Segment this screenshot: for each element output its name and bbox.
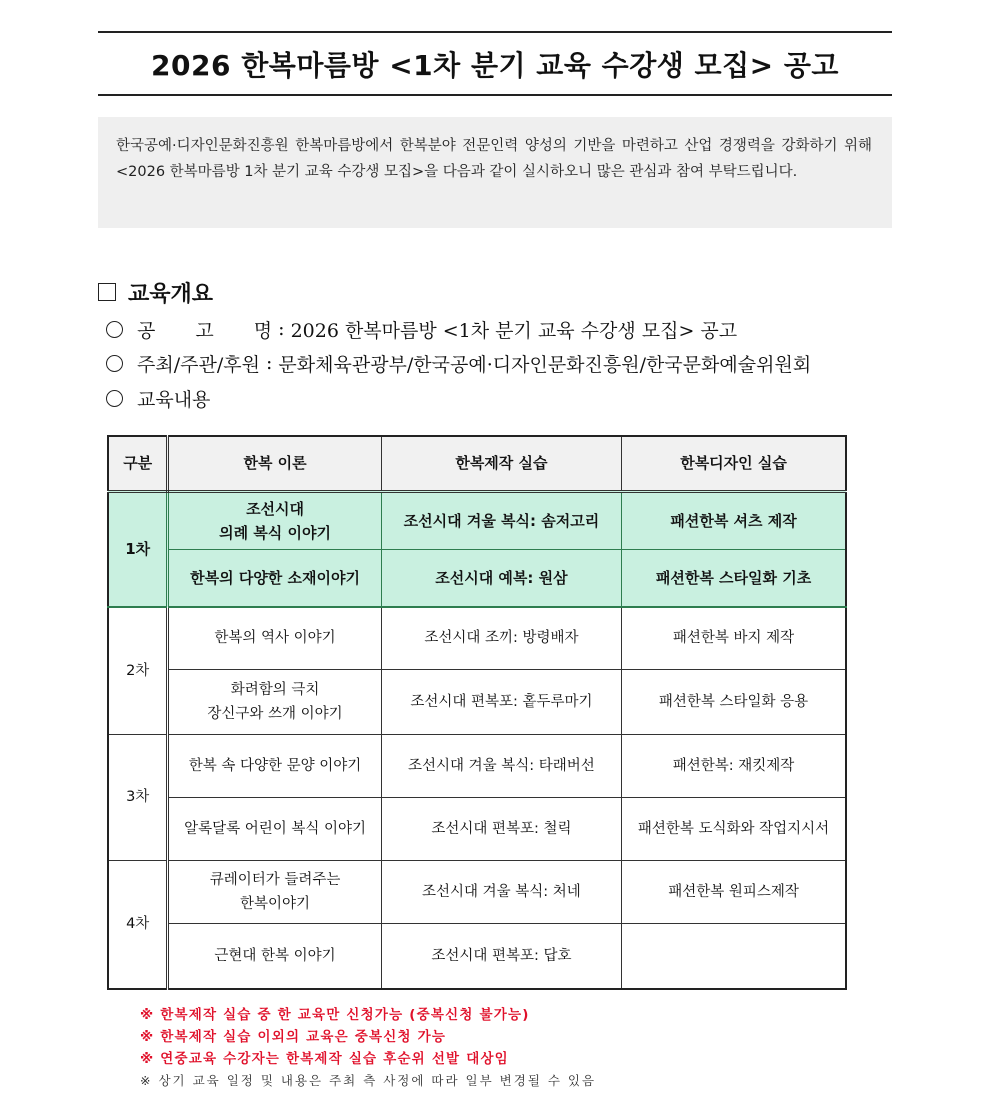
- theory-cell: 조선시대 의례 복식 이야기: [168, 491, 381, 549]
- notes: [140, 1004, 596, 1092]
- overview-value: 2026 한복마름방 <1차 분기 교육 수강생 모집> 공고: [290, 319, 738, 342]
- term-cell: 2차: [108, 607, 168, 734]
- table-row: [108, 860, 846, 923]
- making-cell: 조선시대 편복포: 홑두루마기: [381, 669, 621, 734]
- note-red: ※ 연중교육 수강자는 한복제작 실습 후순위 선발 대상임: [140, 1051, 509, 1067]
- overview-label: 교육내용: [137, 388, 211, 411]
- table-row: [108, 607, 846, 669]
- theory-cell: 알록달록 어린이 복식 이야기: [168, 797, 381, 860]
- theory-cell: 한복의 다양한 소재이야기: [168, 549, 381, 607]
- term-cell: 3차: [108, 734, 168, 860]
- header-making: 한복제작 실습: [381, 436, 621, 491]
- making-cell: 조선시대 편복포: 철릭: [381, 797, 621, 860]
- term-cell: 1차: [108, 491, 168, 607]
- table-row: [108, 491, 846, 549]
- note-gray: ※ 상기 교육 일정 및 내용은 주최 측 사정에 따라 일부 변경될 수 있음: [140, 1073, 597, 1088]
- design-cell: 패션한복: 재킷제작: [622, 734, 846, 797]
- design-cell: 패션한복 셔츠 제작: [622, 491, 846, 549]
- circle-bullet-icon: [106, 321, 123, 338]
- making-cell: 조선시대 예복: 원삼: [381, 549, 621, 607]
- header-theory: 한복 이론: [168, 436, 381, 491]
- intro-paragraph: 한국공예·디자인문화진흥원 한복마름방에서 한복분야 전문인력 양성의 기반을 마련하고 산업 경쟁력을 강화하기 위해 <2026 한복마름방 1차 분기 교육 수강생 모집>을 다음과 같이 실시하오니 많은 관심과 참여 부탁드립니다.: [98, 117, 892, 228]
- table-row: [108, 797, 846, 860]
- circle-bullet-icon: [106, 390, 123, 407]
- design-cell: 패션한복 원피스제작: [622, 860, 846, 923]
- design-cell: 패션한복 스타일화 응용: [622, 669, 846, 734]
- table-row: [108, 923, 846, 989]
- header-design: 한복디자인 실습: [622, 436, 846, 491]
- overview-value: 문화체육관광부/한국공예·디자인문화진흥원/한국문화예술위원회: [278, 353, 812, 376]
- label-char: 고: [195, 319, 214, 342]
- theory-cell: 화려함의 극치 장신구와 쓰개 이야기: [168, 669, 381, 734]
- overview-item-organizers: [106, 349, 811, 377]
- overview-item-title: [106, 315, 737, 343]
- overview-separator: :: [272, 318, 291, 340]
- design-cell: [622, 923, 846, 989]
- making-cell: 조선시대 편복포: 답호: [381, 923, 621, 989]
- design-cell: 패션한복 도식화와 작업지시서: [622, 797, 846, 860]
- term-cell: 4차: [108, 860, 168, 989]
- section-heading: [98, 277, 213, 307]
- table-header-row: [108, 436, 846, 491]
- overview-separator: :: [259, 352, 279, 374]
- theory-cell: 한복 속 다양한 문양 이야기: [168, 734, 381, 797]
- label-char: 공: [137, 319, 156, 342]
- theory-cell: 근현대 한복 이야기: [168, 923, 381, 989]
- making-cell: 조선시대 조끼: 방령배자: [381, 607, 621, 669]
- section-heading-text: 교육개요: [128, 281, 214, 307]
- label-char: 명: [253, 319, 273, 342]
- design-cell: 패션한복 스타일화 기초: [622, 549, 846, 607]
- square-bullet-icon: [98, 283, 116, 301]
- note-red: ※ 한복제작 실습 이외의 교육은 중복신청 가능: [140, 1029, 447, 1045]
- header-term: 구분: [108, 436, 168, 491]
- design-cell: 패션한복 바지 제작: [622, 607, 846, 669]
- note-red: ※ 한복제작 실습 중 한 교육만 신청가능 (중복신청 불가능): [140, 1007, 530, 1023]
- circle-bullet-icon: [106, 355, 123, 372]
- overview-label: [137, 316, 272, 343]
- theory-cell: 큐레이터가 들려주는 한복이야기: [168, 860, 381, 923]
- making-cell: 조선시대 겨울 복식: 처네: [381, 860, 621, 923]
- overview-item-content: [106, 384, 210, 412]
- theory-cell: 한복의 역사 이야기: [168, 607, 381, 669]
- page-title: 2026 한복마름방 <1차 분기 교육 수강생 모집> 공고: [98, 31, 892, 96]
- making-cell: 조선시대 겨울 복식: 타래버선: [381, 734, 621, 797]
- table-row: [108, 549, 846, 607]
- making-cell: 조선시대 겨울 복식: 솜저고리: [381, 491, 621, 549]
- overview-label: 주최/주관/후원: [137, 353, 260, 376]
- table-row: [108, 669, 846, 734]
- schedule-table: [107, 435, 847, 990]
- table-row: [108, 734, 846, 797]
